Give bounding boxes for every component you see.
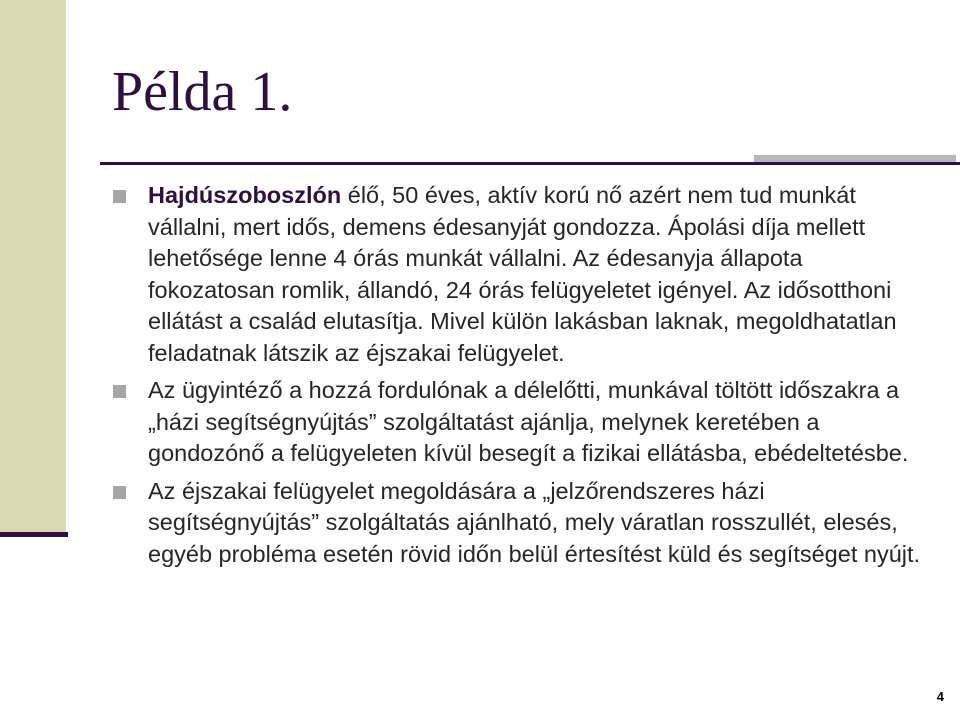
bullet-text: élő, 50 éves, aktív korú nő azért nem tud munkát vállalni, mert idős, demens édesanyját gondozza. Ápolási díja mellett lehetősége lenne 4 órás munkát vállalni. Az édesanyja állapota fokozatosan romlik, állandó, 24 órás felügyeletet igényel. Az idősotthoni ellátást a család elutasítja. Mivel külön lakásban laknak, megoldhatatlan feladatnak látszik az éjszakai felügyelet.: [148, 182, 897, 366]
square-bullet-icon: [113, 385, 126, 398]
slide-number: 4: [936, 689, 944, 704]
bullet-item: [113, 476, 935, 571]
bullet-list: [113, 180, 935, 576]
bullet-text: Az éjszakai felügyelet megoldására a „jelzőrendszeres házi segítségnyújtás” szolgáltatás ajánlható, mely váratlan rosszullét, elesés, egyéb probléma esetén rövid időn belül értesítést küld és segítséget nyújt.: [148, 477, 921, 567]
decorative-side-panel: [0, 0, 66, 536]
bullet-lead-text: Hajdúszoboszlón: [148, 182, 342, 208]
square-bullet-icon: [113, 190, 126, 203]
slide-title: Példa 1.: [112, 61, 293, 123]
bullet-item: [113, 180, 935, 369]
title-rule: [100, 162, 960, 165]
square-bullet-icon: [113, 486, 126, 499]
decorative-side-underline: [0, 532, 68, 537]
bullet-text: Az ügyintéző a hozzá fordulónak a délelőtti, munkával töltött időszakra a „házi segítségnyújtás” szolgáltatást ajánlja, melynek keretében a gondozónő a felügyeleten kívül besegít a fizikai ellátásba, ebédeltetésbe.: [148, 377, 909, 466]
bullet-item: [113, 375, 935, 470]
